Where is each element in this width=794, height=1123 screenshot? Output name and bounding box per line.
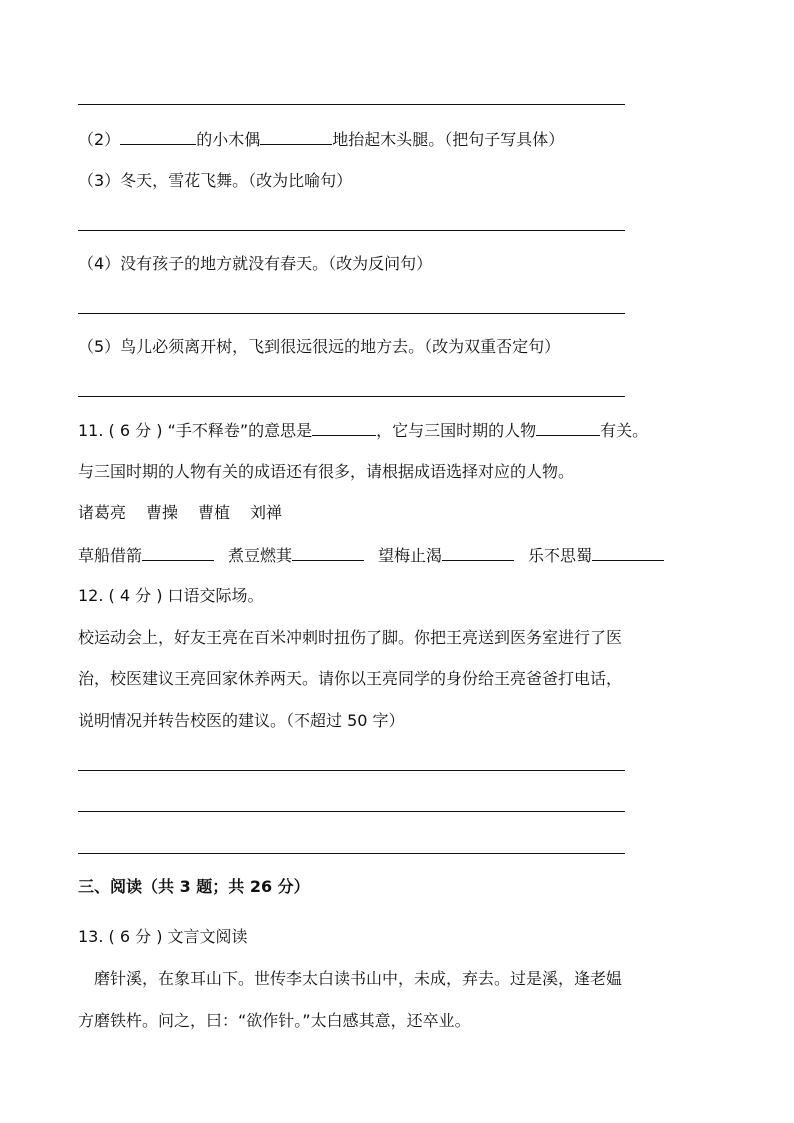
q10-item3: （3）冬天，雪花飞舞。（改为比喻句） [78,171,353,190]
q12-text-line: 说明情况并转告校医的建议。（不超过 50 字） [78,711,405,730]
q13-text-line: 方磨铁杵。问之，曰：“欲作针。”太白感其意，还卒业。 [78,1011,471,1030]
fill-blank[interactable] [260,128,332,145]
fill-blank[interactable] [592,544,664,561]
section-heading: 三、阅读（共 3 题；共 26 分） [78,877,310,896]
q12-text-line: 校运动会上，好友王亮在百米冲刺时扭伤了脚。你把王亮送到医务室进行了医 [78,628,623,647]
q11-options [78,502,302,524]
answer-line[interactable] [78,853,625,854]
fill-blank[interactable] [120,128,196,145]
option: 曹操 [146,503,179,522]
answer-line[interactable] [78,396,625,397]
idiom: 望梅止渴 [378,546,443,565]
q10-item5: （5）鸟儿必须离开树，飞到很远很远的地方去。（改为双重否定句） [78,337,561,356]
q13-text-line: 磨针溪，在象耳山下。世传李太白读书山中，未成，弃去。过是溪，逢老媪 [94,969,623,988]
q12-question: 12. ( 4 分 ) 口语交际场。 [78,586,264,605]
answer-line[interactable] [78,313,625,314]
answer-line[interactable] [78,230,625,231]
idiom: 乐不思蜀 [528,546,593,565]
q11-idioms [78,544,664,567]
fill-blank[interactable] [442,544,514,561]
fill-blank[interactable] [142,544,214,561]
idiom: 草船借箭 [78,546,143,565]
q11-instruction: 与三国时期的人物有关的成语还有很多，请根据成语选择对应的人物。 [78,462,575,481]
answer-line[interactable] [78,104,625,105]
idiom: 煮豆燃萁 [228,546,293,565]
fill-blank[interactable] [536,419,600,436]
fill-blank[interactable] [292,544,364,561]
option: 刘禅 [250,503,283,522]
q13-question: 13. ( 6 分 ) 文言文阅读 [78,927,248,946]
option: 曹植 [198,503,231,522]
q12-text-line: 治，校医建议王亮回家休养两天。请你以王亮同学的身份给王亮爸爸打电话， [78,669,623,688]
q10-item2: （2） 的小木偶 地抬起木头腿。（把句子写具体） [78,130,565,149]
answer-line[interactable] [78,811,625,812]
q10-item4: （4）没有孩子的地方就没有春天。（改为反问句） [78,254,433,273]
answer-line[interactable] [78,770,625,771]
option: 诸葛亮 [78,503,127,522]
fill-blank[interactable] [312,419,376,436]
q11-question: 11. ( 6 分 ) “手不释卷”的意思是 ，它与三国时期的人物 有关。 [78,421,649,440]
